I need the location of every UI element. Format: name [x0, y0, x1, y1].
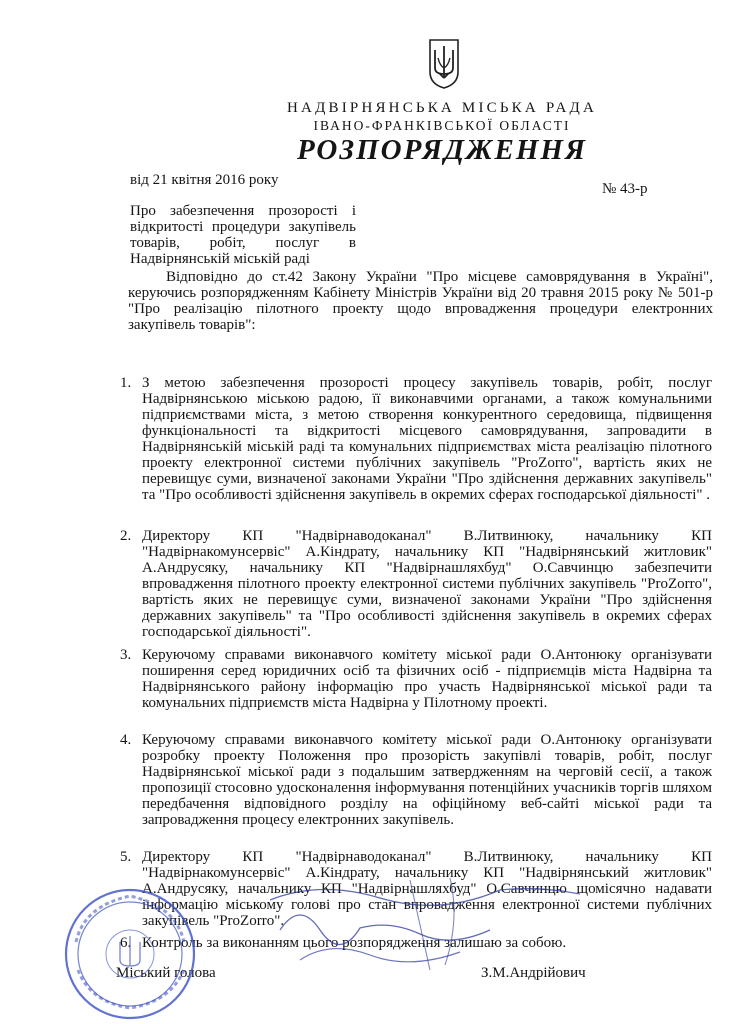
council-name: НАДВІРНЯНСЬКА МІСЬКА РАДА — [287, 100, 597, 116]
order-item-3 — [120, 647, 712, 711]
item-text: Директору КП "Надвірнаводоканал" В.Литвинюку, начальнику КП "Надвірнакомунсервіс" А.Кіндрату, начальнику КП "Надвірнянський житловик" А.Андрусяку, начальнику КП "Надвірнашляхбуд" О.Савчинцю забезпечити впровадження пілотного проекту електронної системи публічних закупівель "ProZorro", вартість яких не перевищує суми, визначеної законами України "Про здійснення державних закупівель" та "Про особливості здійснення закупівель в окремих сферах господарської діяльності". — [142, 528, 712, 640]
item-text: Керуючому справами виконавчого комітету міської ради О.Антонюку організувати розробку проекту Положення про прозорість закупівлі товарів, робіт, послуг Надвірнянської міської ради з подальшим затвердженням на черговій сесії, а також пропозиції стосовно удосконалення інформування потенційних учасників торгів шляхом передбачення відповідного розділу на офіційному веб-сайті міської ради та запровадження процесу електронних закупівель. — [142, 732, 712, 828]
handwritten-signature — [260, 860, 590, 980]
item-number: 6. — [120, 935, 132, 951]
document-number: № 43-р — [602, 181, 648, 197]
signatory-position: Міський голова — [116, 965, 216, 981]
order-item-4 — [120, 732, 712, 828]
order-item-1 — [120, 375, 712, 503]
order-item-2 — [120, 528, 712, 640]
item-number: 3. — [120, 647, 132, 663]
document-type-title: РОЗПОРЯДЖЕННЯ — [297, 134, 587, 166]
round-seal-stamp-icon — [50, 882, 200, 1022]
document-subject: Про забезпечення прозорості і відкритості процедури закупівель товарів, робіт, послуг в Надвірнянській міській раді — [130, 203, 356, 267]
item-number: 2. — [120, 528, 132, 544]
item-text: Директору КП "Надвірнаводоканал" В.Литвинюку, начальнику КП "Надвірнакомунсервіс" А.Кіндрату, начальнику КП "Надвірнянський житловик" А.Андрусяку, начальнику КП "Надвірнашляхбуд" О.Савчинцю щомісячно надавати інформацію міському голові про стан впровадження електронної системи публічних закупівель "ProZorro". — [142, 849, 712, 929]
item-text: Контроль за виконанням цього розпорядження залишаю за собою. — [142, 935, 567, 951]
item-number: 1. — [120, 375, 132, 391]
item-text: Керуючому справами виконавчого комітету міської ради О.Антонюку організувати поширення серед юридичних осіб та фізичних осіб - підприємців міста Надвірна та Надвірнянського району інформацію про участь Надвірнянської міської ради та комунальних підприємств міста Надвірна у Пілотному проекті. — [142, 647, 712, 711]
trident-coat-of-arms-icon — [428, 38, 460, 90]
preamble-paragraph: Відповідно до ст.42 Закону України "Про місцеве самоврядування в Україні", керуючись розпорядженням Кабінету Міністрів України від 20 травня 2015 року № 501-р "Про реалізацію пілотного проекту щодо впровадження процедури електронних закупівель товарів": — [128, 269, 713, 333]
oblast-name: ІВАНО-ФРАНКІВСЬКОЇ ОБЛАСТІ — [313, 118, 571, 133]
item-number: 4. — [120, 732, 132, 748]
item-text: З метою забезпечення прозорості процесу закупівель товарів, робіт, послуг Надвірнянською міською радою, її виконавчими органами, а також комунальними підприємствами міста, з метою створення конкурентного середовища, підвищення функціональності та відкритості місцевого самоврядування, запровадити в Надвірнянській міській раді та комунальних підприємствах міста реалізацію пілотного проекту електронної системи публічних закупівель "ProZorro", вартість яких не перевищує суми, визначеної законами України "Про здійснення державних закупівель" та "Про особливості здійснення закупівель в окремих сферах господарської діяльності" . — [142, 375, 712, 503]
item-number: 5. — [120, 849, 132, 865]
signatory-name: З.М.Андрійович — [481, 965, 586, 981]
document-date: від 21 квітня 2016 року — [130, 172, 279, 188]
